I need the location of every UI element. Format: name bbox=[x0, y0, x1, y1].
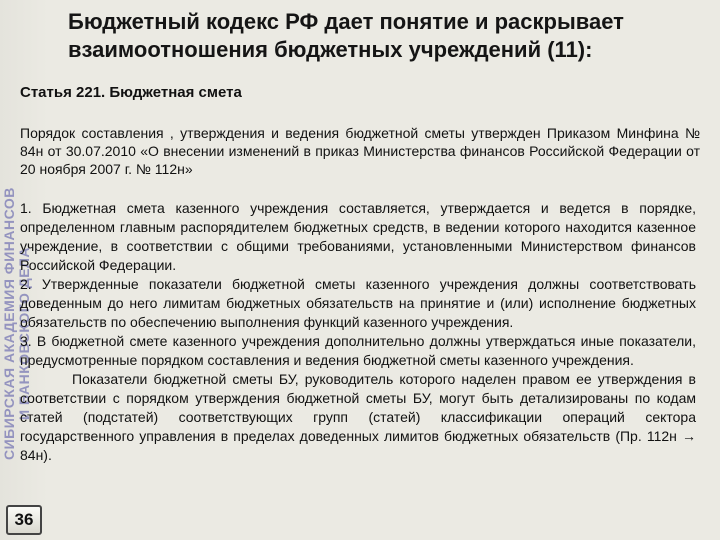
paragraph-2: 2. Утвержденные показатели бюджетной сметы казенного учреждения должны соответствовать доведенным до него лимитам бюджетных обязательств на принятие и (или) исполнение бюджетных обязательств по обеспечению выполнения функций казенного учреждения. bbox=[20, 276, 696, 330]
paragraph-1: 1. Бюджетная смета казенного учреждения составляется, утверждается и ведется в порядке, определенном главным распорядителем бюджетных средств, в ведении которого находится казенное учреждение, в соответствии с общими требованиями, установленными Министерством финансов Российской Федерации. bbox=[20, 200, 696, 273]
paragraph-4: Показатели бюджетной сметы БУ, руководитель которого наделен правом ее утверждения в соответствии с порядком утверждения бюджетной сметы БУ, могут быть детализированы по кодам статей (подстатей) соответствующих групп (статей) классификации операций сектора государственного управления в пределах доведенных лимитов бюджетных обязательств (Пр. 112н → 84н). bbox=[20, 371, 696, 463]
watermark-line-1: СИБИРСКАЯ АКАДЕМИЯ ФИНАНСОВ bbox=[1, 187, 17, 460]
watermark-line-2: И БАНКОВСКОГО ДЕЛА bbox=[16, 246, 32, 420]
intro-paragraph: Порядок составления , утверждения и ведения бюджетной сметы утвержден Приказом Минфина № 84н от 30.07.2010 «О внесении изменений в приказ Министерства финансов Российской Федерации от 20 ноября 2007 г. № 112н» bbox=[20, 125, 700, 177]
slide-title: Бюджетный кодекс РФ дает понятие и раскрывает взаимоотношения бюджетных учреждений (11): bbox=[68, 9, 624, 62]
paragraph-3: 3. В бюджетной смете казенного учреждения дополнительно должны утверждаться иные показатели, предусмотренные порядком составления и ведения бюджетной сметы казенного учреждения. bbox=[20, 333, 696, 368]
article-heading: Статья 221. Бюджетная смета bbox=[20, 84, 242, 101]
article-body bbox=[20, 199, 696, 465]
page-number: 36 bbox=[6, 505, 42, 535]
